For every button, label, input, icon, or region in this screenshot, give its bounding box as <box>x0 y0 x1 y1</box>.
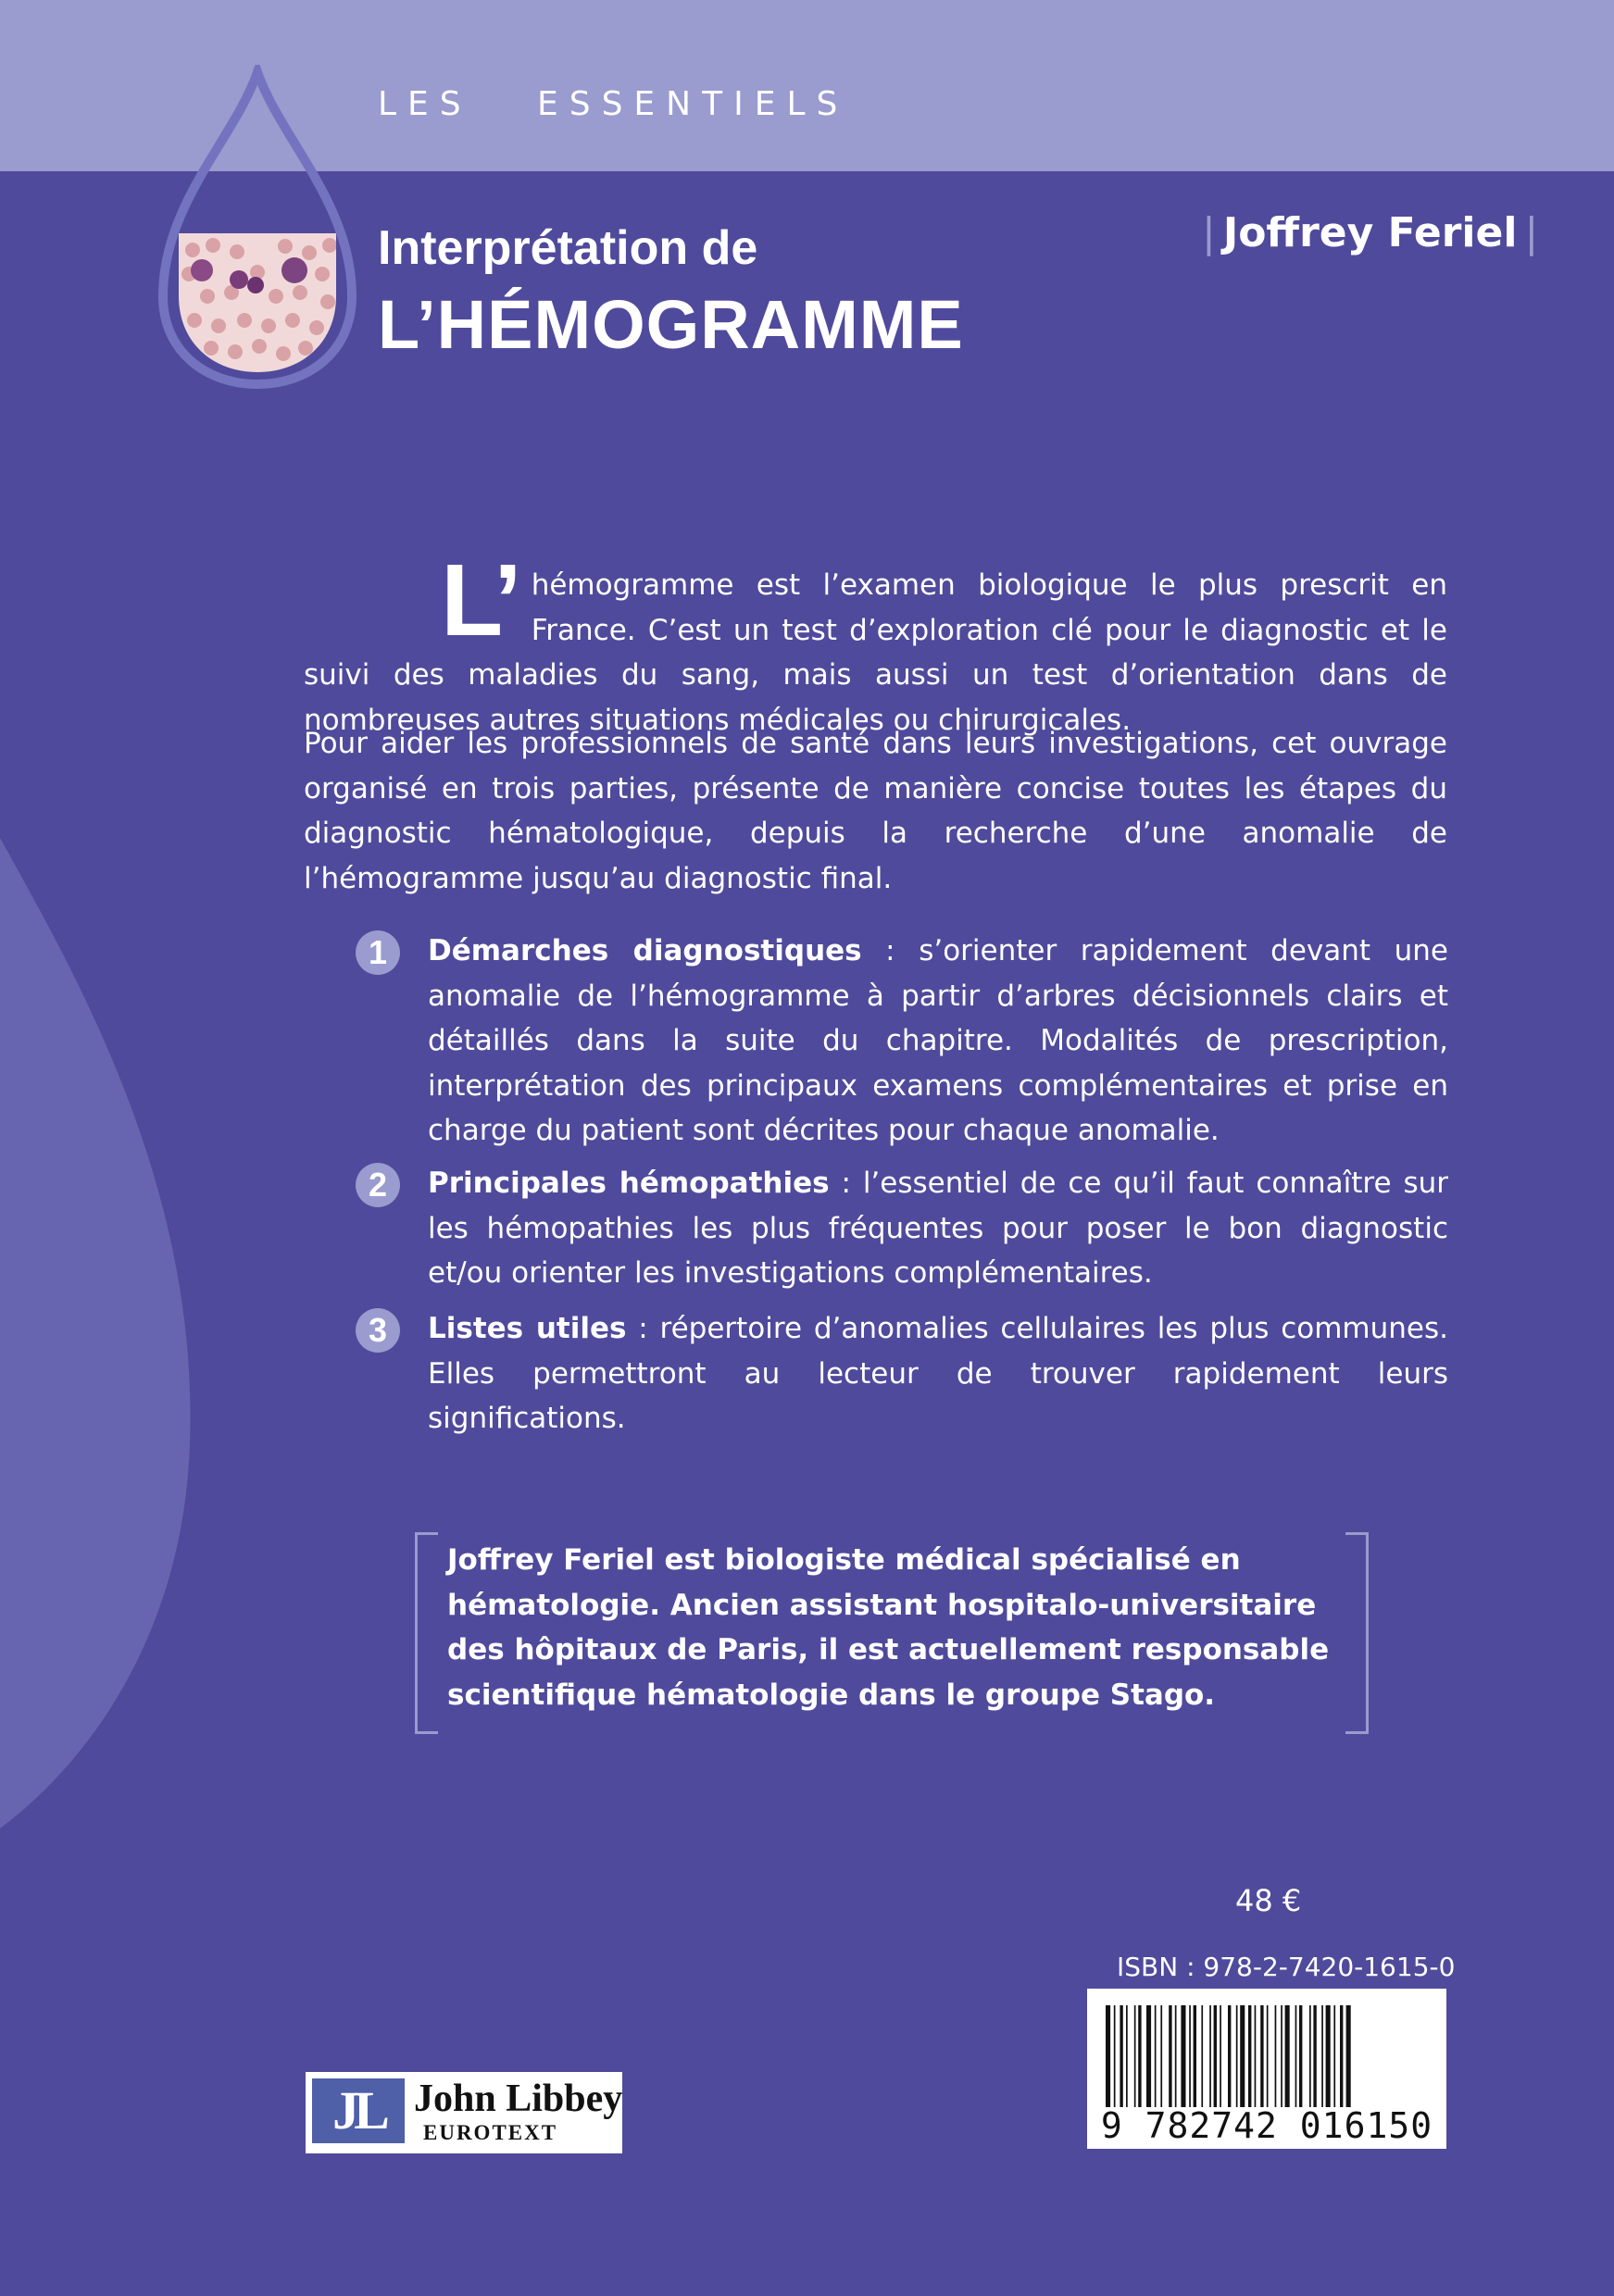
barcode-bar <box>1326 2005 1331 2107</box>
book-title-line1: Interprétation de <box>378 221 758 275</box>
barcode-bar <box>1169 2005 1171 2107</box>
publisher-mark: JL <box>312 2078 405 2143</box>
author-name-block <box>1195 209 1545 256</box>
barcode-bar <box>1285 2005 1290 2107</box>
isbn: ISBN : 978-2-7420-1615-0 <box>1117 1952 1456 1982</box>
publisher-logo <box>306 2072 622 2153</box>
barcode-bar <box>1228 2005 1231 2107</box>
author-bar-right: | <box>1524 209 1539 256</box>
barcode-bar <box>1267 2005 1269 2107</box>
list-item-text: : répertoire d’anomalies cellulaires les plus communes. Elles permettront au lecteur de trouver rapidement leurs significations. <box>428 1312 1448 1435</box>
barcode-bar <box>1240 2005 1245 2107</box>
barcode-bar <box>1220 2005 1221 2107</box>
barcode-bar <box>1160 2005 1162 2107</box>
barcode-bar <box>1295 2005 1297 2107</box>
publisher-subname: EUROTEXT <box>423 2121 558 2144</box>
list-item-term: Principales hémopathies <box>428 1167 830 1200</box>
book-title-line2: L’HÉMOGRAMME <box>378 286 964 363</box>
list-item-1 <box>356 929 1448 1154</box>
barcode-bar <box>1248 2005 1251 2107</box>
list-item-term: Listes utiles <box>428 1312 627 1345</box>
price: 48 € <box>1235 1883 1302 1918</box>
barcode-bar <box>1346 2005 1351 2107</box>
number-badge: 3 <box>356 1308 400 1353</box>
barcode-bar <box>1181 2005 1185 2107</box>
barcode-bar <box>1209 2005 1211 2107</box>
barcode-digits: 9 782742 016150 <box>1100 2105 1433 2146</box>
barcode <box>1087 1989 1446 2149</box>
barcode-bar <box>1281 2005 1282 2107</box>
barcode-bar <box>1333 2005 1335 2107</box>
barcode-bar <box>1106 2005 1110 2107</box>
author-name: Joffrey Feriel <box>1222 209 1518 256</box>
barcode-bar <box>1313 2005 1316 2107</box>
barcode-bar <box>1194 2005 1196 2107</box>
number-badge: 1 <box>356 930 400 975</box>
barcode-bar <box>1275 2005 1277 2107</box>
barcode-bar <box>1201 2005 1203 2107</box>
barcode-bar <box>1260 2005 1263 2107</box>
list-item-text: : l’essentiel de ce qu’il faut connaître sur les hémopathies les plus fréquentes pour poser le bon diagnostic et/ou orienter les investigations complémentaires. <box>428 1167 1448 1290</box>
barcode-bar <box>1214 2005 1217 2107</box>
barcode-bar <box>1255 2005 1257 2107</box>
barcode-bar <box>1175 2005 1177 2107</box>
barcode-bar <box>1340 2005 1343 2107</box>
author-bio-box <box>415 1532 1369 1731</box>
intro-paragraph <box>304 543 1447 742</box>
barcode-bar <box>1299 2005 1302 2107</box>
barcode-bar <box>1138 2005 1141 2107</box>
barcode-bar <box>1126 2005 1128 2107</box>
barcode-bar <box>1134 2005 1136 2107</box>
barcode-bar <box>1120 2005 1122 2107</box>
barcode-bar <box>1236 2005 1238 2107</box>
barcode-bars <box>1100 2005 1433 2116</box>
description-paragraph: Pour aider les professionnels de santé dans leurs investigations, cet ouvrage organisé en trois parties, présente de manière concise toutes les étapes du diagnostic hématologique, depuis la recherche d’une anomalie de l’hémogramme jusqu’au diagnostic final. <box>304 727 1447 895</box>
barcode-bar <box>1309 2005 1311 2107</box>
drop-cap: L’ <box>441 543 519 657</box>
list-item-2 <box>356 1161 1448 1296</box>
bracket-left <box>415 1532 438 1734</box>
list-item-term: Démarches diagnostiques <box>428 934 862 967</box>
author-bio: Joffrey Feriel est biologiste médical spécialisé en hématologie. Ancien assistant hospitalo-universitaire des hôpitaux de Paris, il est actuellement responsable scientifique hématologie dans le groupe Stago. <box>447 1543 1330 1712</box>
barcode-bar <box>1114 2005 1116 2107</box>
barcode-bar <box>1321 2005 1323 2107</box>
publisher-name: John Libbey <box>414 2078 623 2120</box>
list-item-text: : s’orienter rapidement devant une anomalie de l’hémogramme à partir d’arbres décisionnels clairs et détaillés dans la suite du chapitre. Modalités de prescription, interprétation des principaux examens complémentaires et prise en charge du patient sont décrites pour chaque anomalie. <box>428 934 1449 1147</box>
list-item-3 <box>356 1306 1448 1441</box>
intro-text: hémogramme est l’examen biologique le plus prescrit en France. C’est un test d’exploration clé pour le diagnostic et le suivi des maladies du sang, mais aussi un test d’orientation dans de nombreuses autres situations médicales ou chirurgicales. <box>304 568 1447 737</box>
blood-drop-icon <box>146 65 369 398</box>
barcode-bar <box>1155 2005 1157 2107</box>
series-label: LES ESSENTIELS <box>378 85 849 123</box>
number-badge: 2 <box>356 1163 400 1207</box>
barcode-bar <box>1189 2005 1191 2107</box>
author-bar-left: | <box>1202 209 1216 256</box>
barcode-bar <box>1146 2005 1151 2107</box>
